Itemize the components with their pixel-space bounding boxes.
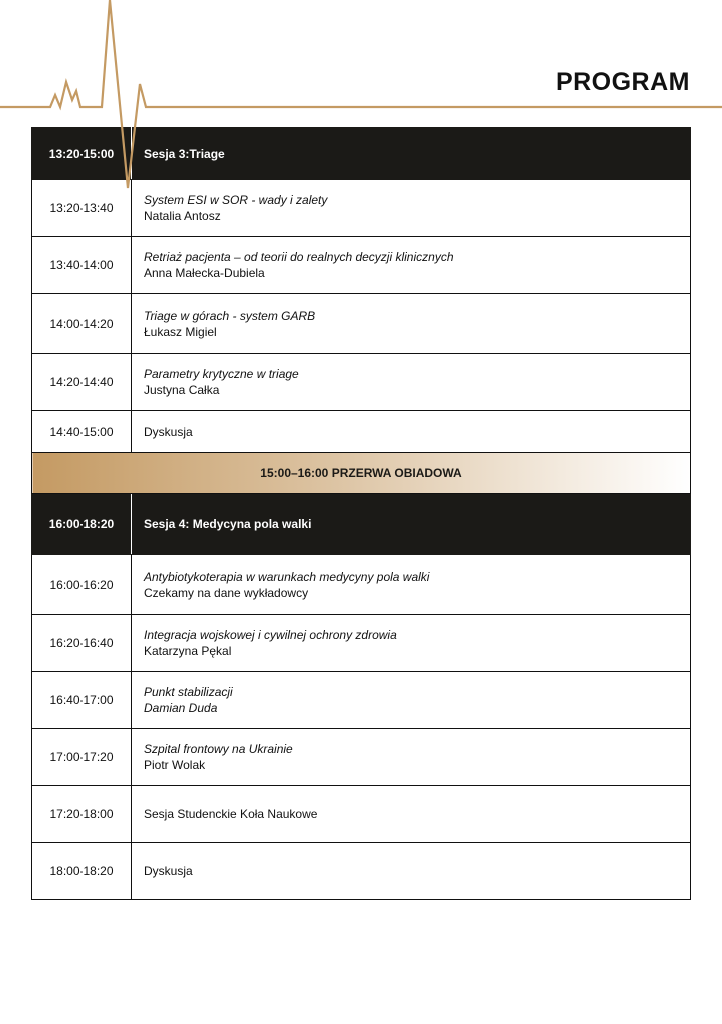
talk-time: 16:20-16:40 [32, 615, 132, 672]
talk-title: Retriaż pacjenta – od teorii do realnych decyzji klinicznych [144, 250, 454, 264]
talk-time: 17:00-17:20 [32, 729, 132, 786]
talk-cell [132, 237, 691, 294]
talk-speaker: Damian Duda [144, 701, 218, 715]
table-row [32, 786, 691, 843]
talk-speaker: Justyna Całka [144, 383, 220, 397]
talk-speaker: Katarzyna Pękal [144, 644, 232, 658]
talk-cell [132, 180, 691, 237]
page-title: PROGRAM [555, 68, 690, 96]
table-row [32, 354, 691, 411]
talk-speaker: Piotr Wolak [144, 758, 206, 772]
talk-title: System ESI w SOR - wady i zalety [144, 193, 328, 207]
table-row [32, 672, 691, 729]
talk-cell [132, 354, 691, 411]
talk-speaker: Anna Małecka-Dubiela [144, 266, 265, 280]
talk-cell [132, 555, 691, 615]
session-title: Sesja 3:Triage [132, 128, 691, 180]
student-session-label: Sesja Studenckie Koła Naukowe [132, 786, 691, 843]
table-row [32, 729, 691, 786]
talk-cell [132, 294, 691, 354]
talk-title: Szpital frontowy na Ukrainie [144, 742, 293, 756]
talk-title: Punkt stabilizacji [144, 685, 233, 699]
table-row [32, 237, 691, 294]
talk-time: 14:20-14:40 [32, 354, 132, 411]
talk-time: 16:00-16:20 [32, 555, 132, 615]
talk-time: 16:40-17:00 [32, 672, 132, 729]
table-row [32, 843, 691, 900]
session-title: Sesja 4: Medycyna pola walki [132, 494, 691, 555]
talk-title: Triage w górach - system GARB [144, 308, 316, 323]
discussion-label: Dyskusja [132, 843, 691, 900]
talk-title: Parametry krytyczne w triage [144, 367, 299, 381]
table-row [32, 180, 691, 237]
break-row [32, 453, 691, 494]
talk-cell [132, 615, 691, 672]
talk-time: 13:40-14:00 [32, 237, 132, 294]
session-header-row [32, 128, 691, 180]
discussion-label: Dyskusja [132, 411, 691, 453]
program-table [31, 127, 691, 900]
talk-title: Integracja wojskowej i cywilnej ochrony zdrowia [144, 628, 397, 642]
talk-title: Antybiotykoterapia w warunkach medycyny pola walki [144, 569, 430, 584]
talk-time: 14:40-15:00 [32, 411, 132, 453]
session-time: 16:00-18:20 [32, 494, 132, 555]
talk-time: 17:20-18:00 [32, 786, 132, 843]
talk-time: 18:00-18:20 [32, 843, 132, 900]
talk-speaker: Łukasz Migiel [144, 324, 217, 339]
talk-time: 13:20-13:40 [32, 180, 132, 237]
talk-speaker: Czekamy na dane wykładowcy [144, 585, 309, 600]
table-row [32, 615, 691, 672]
talk-speaker: Natalia Antosz [144, 209, 221, 223]
table-row [32, 294, 691, 354]
talk-cell [132, 729, 691, 786]
break-label: 15:00–16:00 PRZERWA OBIADOWA [32, 453, 691, 494]
session-time: 13:20-15:00 [32, 128, 132, 180]
talk-cell [132, 672, 691, 729]
session-header-row [32, 494, 691, 555]
talk-time: 14:00-14:20 [32, 294, 132, 354]
table-row [32, 555, 691, 615]
table-row [32, 411, 691, 453]
